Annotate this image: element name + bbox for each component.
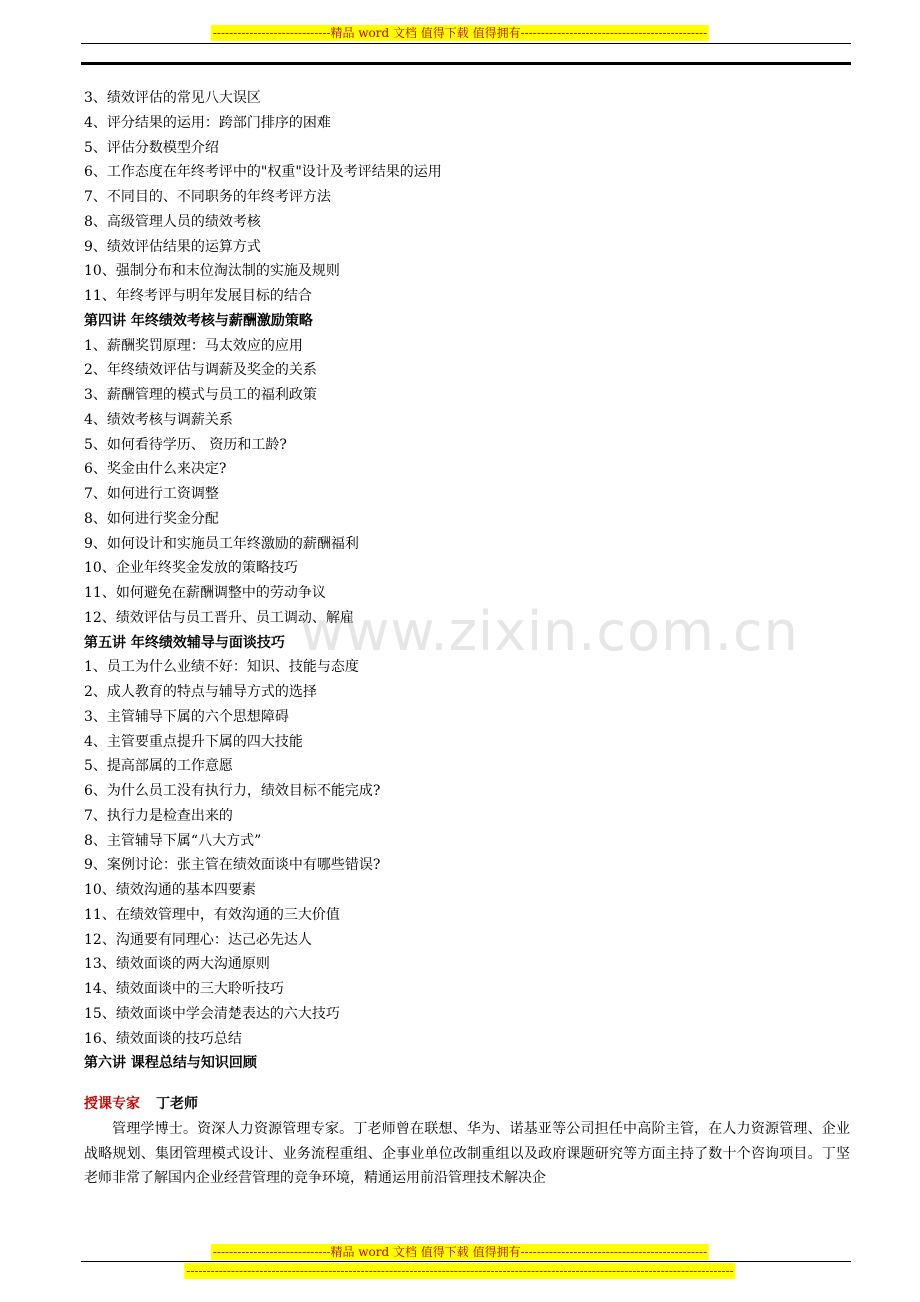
list-item: 14、绩效面谈中的三大聆听技巧 — [84, 981, 284, 997]
list-item: 3、薪酬管理的模式与员工的福利政策 — [84, 387, 317, 403]
list-item: 8、高级管理人员的绩效考核 — [84, 213, 261, 230]
list-item: 10、企业年终奖金发放的策略技巧 — [84, 560, 298, 577]
list-item: 12、沟通要有同理心：达己必先达人 — [84, 931, 312, 948]
list-item: 3、主管辅导下属的六个思想障碍 — [84, 708, 289, 725]
list-item: 1、员工为什么业绩不好：知识、技能与态度 — [84, 659, 359, 676]
list-item: 13、绩效面谈的两大沟通原则 — [84, 956, 270, 973]
section6-heading: 第六讲 课程总结与知识回顾 — [84, 1055, 257, 1072]
list-item: 15、绩效面谈中学会清楚表达的六大技巧 — [84, 1005, 340, 1022]
list-item: 6、为什么员工没有执行力，绩效目标不能完成? — [84, 783, 381, 799]
list-item: 7、执行力是检查出来的 — [84, 807, 233, 824]
list-item: 9、如何设计和实施员工年终激励的薪酬福利 — [84, 535, 359, 552]
list-item: 11、如何避免在薪酬调整中的劳动争议 — [84, 585, 326, 601]
list-item: 16、绩效面谈的技巧总结 — [84, 1030, 242, 1047]
list-item: 9、案例讨论：张主管在绩效面谈中有哪些错误? — [84, 857, 381, 874]
expert-bio: 管理学博士。资深人力资源管理专家。丁老师曾在联想、华为、诺基亚等公司担任中高阶主管，在人力资源管理、企业战略规划、集团管理模式设计、业务流程重组、企事业单位改制重组以及政府课题研究等方面主持了数十个咨询项目。丁坚老师非常了解国内企业经营管理的竞争环境，精通运用前沿管理技术解决企 — [84, 1120, 850, 1187]
expert-label: 授课专家 — [84, 1096, 140, 1112]
list-item: 5、评估分数模型介绍 — [84, 139, 219, 156]
section3-list — [84, 86, 850, 309]
list-item: 12、绩效评估与员工晋升、员工调动、解雇 — [84, 609, 354, 626]
list-item: 10、强制分布和末位淘汰制的实施及规则 — [84, 263, 340, 280]
list-item: 2、年终绩效评估与调薪及奖金的关系 — [84, 362, 317, 379]
expert-name: 丁老师 — [156, 1096, 198, 1112]
list-item: 11、在绩效管理中，有效沟通的三大价值 — [84, 906, 340, 923]
footer-banner: -----------------------------精品 word 文档 值得下载 值得拥有---------------------------------------------- — [212, 1245, 708, 1259]
list-item: 5、提高部属的工作意愿 — [84, 758, 233, 775]
spacer — [84, 1076, 850, 1092]
section4-list — [84, 334, 850, 631]
list-item: 9、绩效评估结果的运算方式 — [84, 238, 261, 255]
list-item: 6、奖金由什么来决定? — [84, 461, 227, 478]
header-rule-thick — [81, 62, 851, 65]
watermark: www.zixin.com.cn — [300, 600, 799, 663]
list-item: 4、主管要重点提升下属的四大技能 — [84, 733, 303, 750]
footer-rule — [81, 1261, 851, 1262]
list-item: 3、绩效评估的常见八大误区 — [84, 90, 261, 106]
section5-heading: 第五讲 年终绩效辅导与面谈技巧 — [84, 634, 285, 651]
list-item: 4、绩效考核与调薪关系 — [84, 411, 233, 428]
list-item: 8、如何进行奖金分配 — [84, 510, 219, 527]
list-item: 7、如何进行工资调整 — [84, 486, 219, 502]
list-item: 2、成人教育的特点与辅导方式的选择 — [84, 684, 317, 700]
list-item: 8、主管辅导下属“八大方式” — [84, 832, 262, 849]
list-item: 6、工作态度在年终考评中的"权重"设计及考评结果的运用 — [84, 164, 442, 181]
list-item: 4、评分结果的运用：跨部门排序的困难 — [84, 114, 331, 131]
list-item: 10、绩效沟通的基本四要素 — [84, 882, 256, 898]
list-item: 11、年终考评与明年发展目标的结合 — [84, 288, 312, 304]
list-item: 1、薪酬奖罚原理：马太效应的应用 — [84, 337, 303, 354]
header-rule-thin — [81, 43, 851, 44]
document-body — [84, 86, 850, 1191]
header-banner: -----------------------------精品 word 文档 值得下载 值得拥有---------------------------------------------- — [212, 26, 708, 40]
list-item: 7、不同目的、不同职务的年终考评方法 — [84, 189, 331, 205]
expert-line — [84, 1092, 850, 1117]
section5-list — [84, 655, 850, 1051]
section4-heading: 第四讲 年终绩效考核与薪酬激励策略 — [84, 312, 313, 329]
footer-banner-dashes: --------------------------------------------------------------------------------------------------------------------------------------- — [186, 1264, 734, 1278]
list-item: 5、如何看待学历、 资历和工龄? — [84, 436, 287, 453]
